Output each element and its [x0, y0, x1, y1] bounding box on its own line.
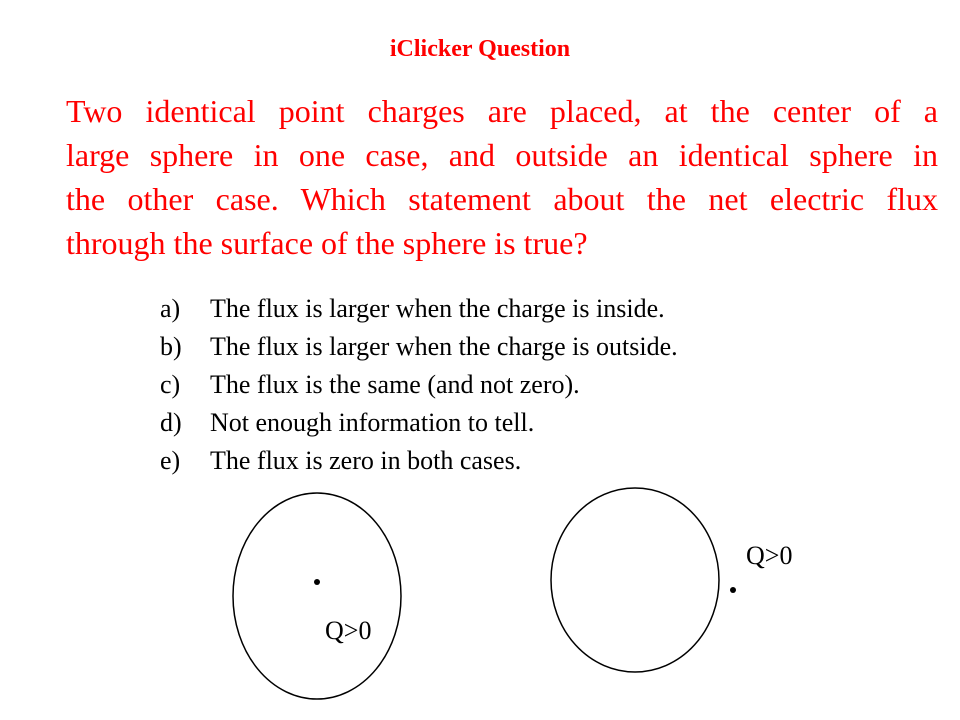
- sphere-diagram: [0, 480, 960, 720]
- sphere-outline-right: [551, 488, 719, 672]
- answer-option-b: [160, 328, 678, 366]
- option-text: The flux is larger when the charge is outside.: [210, 332, 678, 361]
- sphere-outline-left: [233, 493, 401, 699]
- answer-option-e: [160, 442, 678, 480]
- option-text: The flux is the same (and not zero).: [210, 370, 580, 399]
- option-letter: e): [160, 446, 181, 475]
- charge-label-right: Q>0: [746, 541, 793, 570]
- question-line-3: the other case. Which statement about the net electric flux: [66, 181, 938, 217]
- sphere-inside-case: [233, 493, 401, 699]
- option-text: The flux is zero in both cases.: [210, 446, 522, 475]
- answer-option-c: [160, 366, 678, 404]
- option-letter: c): [160, 370, 181, 399]
- answer-option-a: [160, 290, 678, 328]
- point-charge-left: [314, 579, 320, 585]
- question-line-4: through the surface of the sphere is true?: [66, 225, 588, 261]
- slide-title: iClicker Question: [389, 36, 571, 62]
- charge-label-left: Q>0: [325, 616, 372, 645]
- point-charge-right: [730, 587, 736, 593]
- option-text: Not enough information to tell.: [210, 408, 535, 437]
- question-line-2: large sphere in one case, and outside an identical sphere in: [66, 137, 938, 173]
- sphere-outside-case: [551, 488, 792, 672]
- option-letter: a): [160, 294, 181, 323]
- answer-option-d: [160, 404, 678, 442]
- question-line-1: Two identical point charges are placed, at the center of a: [66, 93, 938, 129]
- option-letter: b): [160, 332, 182, 361]
- option-letter: d): [160, 408, 182, 437]
- answer-options-list: [160, 290, 678, 480]
- option-text: The flux is larger when the charge is inside.: [210, 294, 665, 323]
